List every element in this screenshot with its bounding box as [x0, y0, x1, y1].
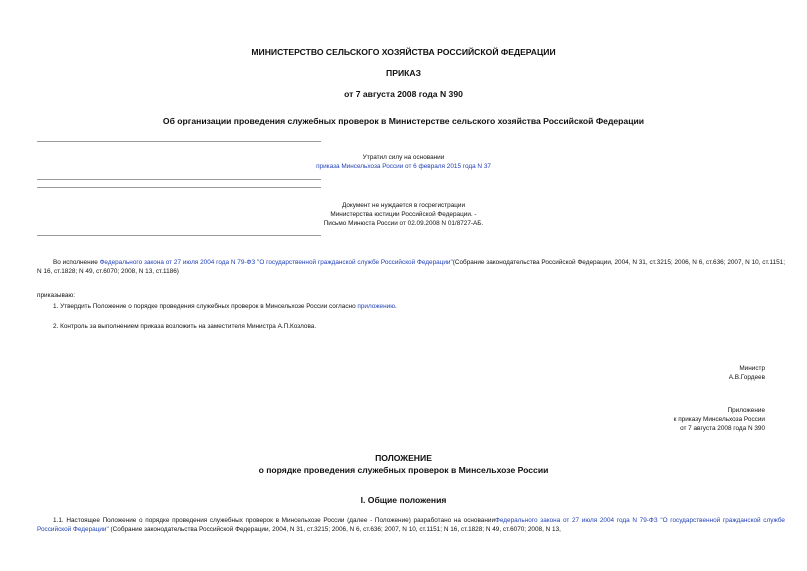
signature-position: Министр — [739, 365, 765, 372]
doc-type-heading: ПРИКАЗ — [386, 68, 421, 78]
section-heading: I. Общие положения — [360, 495, 447, 505]
preamble-start: Во исполнение — [53, 259, 100, 266]
doc-date-number: от 7 августа 2008 года N 390 — [344, 89, 463, 99]
divider — [37, 179, 321, 180]
appendix-block — [674, 406, 765, 433]
p11-end: (Собрание законодательства Российской Федерации, 2004, N 31, ст.3215; 2006, N 6, ст.636; 2007, N 10, ст.1151; N 16, ст.1828; N 49, ст.6070; 2008, N 13, — [108, 526, 561, 533]
divider — [37, 141, 321, 142]
order-word: приказываю: — [37, 292, 75, 299]
divider — [37, 235, 321, 236]
preamble-end: (Собрание законодательства Российской Федерации, 2004, N 31, ст.3215; 2006, N 6, ст.636; 2007, N 10, ст.1151; N 16, ст.1828; N 49, ст.6070; 2008, N 13, ст.1186) — [37, 259, 785, 275]
federal-law-link[interactable]: Федерального закона от 27 июля 2004 года N 79-ФЗ "О государственной гражданской службе Российской Федерации" — [99, 259, 453, 266]
doc-subject: Об организации проведения служебных проверок в Министерстве сельского хозяйства Российской Федерации — [162, 116, 645, 126]
federal-law-link-2[interactable]: Федерального закона от 27 июля 2004 года N 79-ФЗ "О государственной гражданской службе Российской Федерации" — [37, 517, 785, 533]
preamble-paragraph — [37, 258, 785, 276]
item1-text: 1. Утвердить Положение о порядке проведения служебных проверок в Минсельхозе России согласно — [53, 303, 358, 310]
regulation-paragraph-1-1 — [37, 516, 785, 534]
appendix-line: от 7 августа 2008 года N 390 — [680, 425, 765, 432]
divider — [37, 187, 321, 188]
status-note — [240, 153, 567, 171]
appendix-line: Приложение — [727, 407, 765, 414]
item1-end: . — [395, 303, 397, 310]
registration-line: Министерства юстиции Российской Федерации. - — [330, 211, 477, 218]
signature-block — [729, 364, 765, 382]
order-item-2: 2. Контроль за выполнением приказа возложить на заместителя Министра А.П.Козлова. — [53, 323, 317, 330]
p11-start: 1.1. Настоящее Положение о порядке проведения служебных проверок в Минсельхозе России (далее - Положение) разработано на основании — [53, 517, 496, 524]
appendix-line: к приказу Минсельхоза России — [673, 416, 765, 423]
regulation-title: ПОЛОЖЕНИЕ — [375, 453, 432, 463]
ministry-heading: МИНИСТЕРСТВО СЕЛЬСКОГО ХОЗЯЙСТВА РОССИЙСКОЙ ФЕДЕРАЦИИ — [251, 47, 556, 57]
registration-line: Письмо Минюста России от 02.09.2008 N 01/8727-АБ. — [323, 220, 484, 227]
status-note-text: Утратил силу на основании — [362, 154, 445, 161]
registration-line: Документ не нуждается в госрегистрации — [341, 202, 466, 209]
registration-note — [240, 201, 567, 228]
signature-name: А.В.Гордеев — [728, 374, 765, 381]
repeal-order-link[interactable]: приказа Минсельхоза России от 6 февраля 2015 года N 37 — [316, 163, 491, 170]
regulation-subtitle: о порядке проведения служебных проверок в Минсельхозе России — [258, 465, 549, 475]
appendix-link[interactable]: приложению — [357, 303, 395, 310]
order-item-1 — [37, 302, 785, 311]
